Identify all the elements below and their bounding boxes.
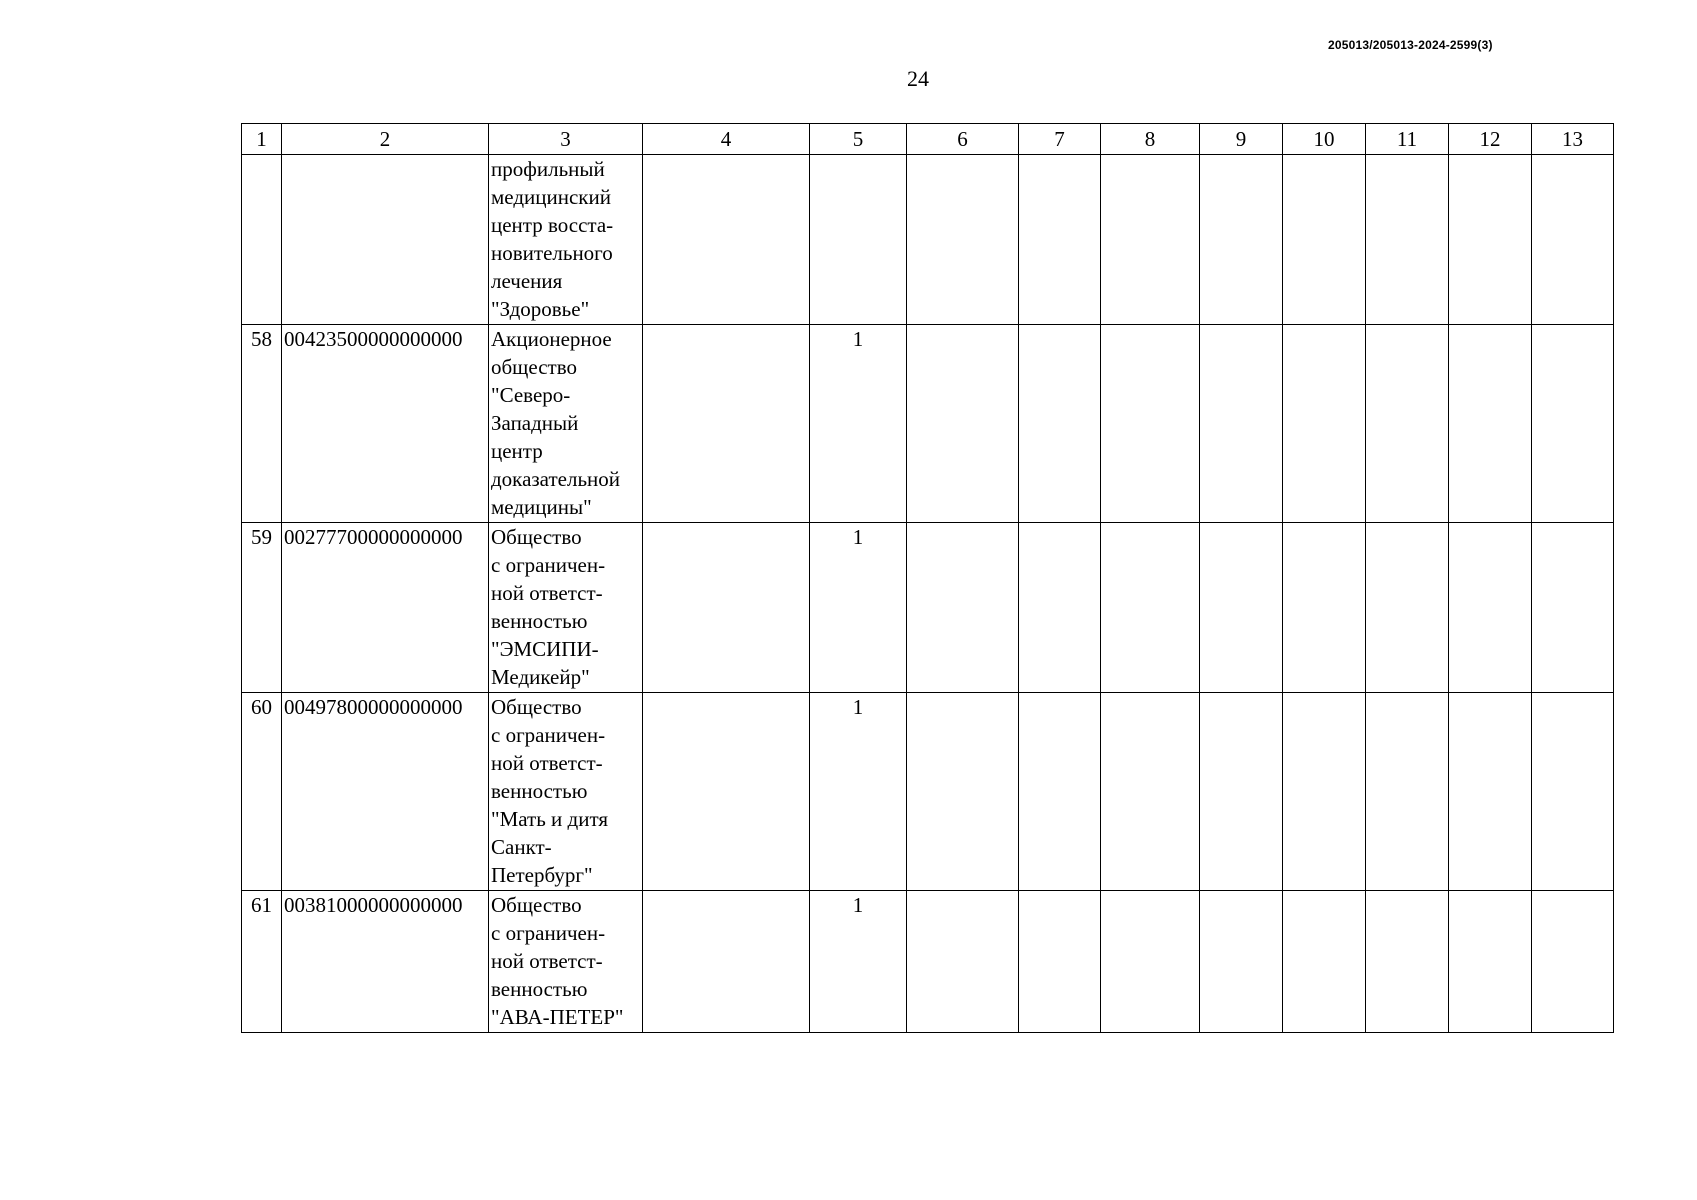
organization-name-cell: Акционерное общество "Северо- Западный центр доказательной медицины" [489, 325, 643, 523]
registry-code-cell: 00277700000000000 [282, 523, 489, 693]
table-row [242, 891, 1614, 1033]
column-header: 11 [1366, 124, 1449, 155]
column-11-cell [1366, 693, 1449, 891]
column-6-cell [907, 523, 1019, 693]
column-10-cell [1283, 891, 1366, 1033]
table-row [242, 693, 1614, 891]
column-header: 8 [1101, 124, 1200, 155]
table-body [242, 155, 1614, 1033]
column-6-cell [907, 325, 1019, 523]
column-12-cell [1449, 523, 1532, 693]
column-11-cell [1366, 325, 1449, 523]
column-9-cell [1200, 891, 1283, 1033]
column-12-cell [1449, 891, 1532, 1033]
column-4-cell [643, 891, 810, 1033]
document-reference-number: 205013/205013-2024-2599(3) [1328, 38, 1493, 52]
column-header: 9 [1200, 124, 1283, 155]
column-5-cell: 1 [810, 891, 907, 1033]
column-6-cell [907, 155, 1019, 325]
column-8-cell [1101, 155, 1200, 325]
column-9-cell [1200, 325, 1283, 523]
organization-name-cell: Общество с ограничен- ной ответст- венностью "АВА-ПЕТЕР" [489, 891, 643, 1033]
column-header: 5 [810, 124, 907, 155]
column-12-cell [1449, 325, 1532, 523]
column-header: 10 [1283, 124, 1366, 155]
column-header: 13 [1532, 124, 1614, 155]
registry-code-cell: 00381000000000000 [282, 891, 489, 1033]
registry-code-cell: 00423500000000000 [282, 325, 489, 523]
column-header: 12 [1449, 124, 1532, 155]
organization-name-cell: Общество с ограничен- ной ответст- венностью "ЭМСИПИ- Медикейр" [489, 523, 643, 693]
column-6-cell [907, 891, 1019, 1033]
column-9-cell [1200, 693, 1283, 891]
row-number-cell: 60 [242, 693, 282, 891]
column-13-cell [1532, 325, 1614, 523]
column-8-cell [1101, 693, 1200, 891]
table-row [242, 325, 1614, 523]
column-8-cell [1101, 891, 1200, 1033]
column-header: 3 [489, 124, 643, 155]
column-13-cell [1532, 891, 1614, 1033]
column-7-cell [1019, 325, 1101, 523]
column-13-cell [1532, 523, 1614, 693]
column-header: 6 [907, 124, 1019, 155]
column-12-cell [1449, 693, 1532, 891]
registry-code-cell [282, 155, 489, 325]
column-9-cell [1200, 155, 1283, 325]
column-12-cell [1449, 155, 1532, 325]
column-11-cell [1366, 523, 1449, 693]
table-row [242, 155, 1614, 325]
organization-name-cell: профильный медицинский центр восста- новительного лечения "Здоровье" [489, 155, 643, 325]
column-9-cell [1200, 523, 1283, 693]
column-7-cell [1019, 155, 1101, 325]
column-header: 4 [643, 124, 810, 155]
column-header: 1 [242, 124, 282, 155]
column-5-cell [810, 155, 907, 325]
page-number: 24 [907, 66, 929, 91]
table-row [242, 523, 1614, 693]
column-7-cell [1019, 693, 1101, 891]
column-5-cell: 1 [810, 325, 907, 523]
column-10-cell [1283, 325, 1366, 523]
column-11-cell [1366, 155, 1449, 325]
column-4-cell [643, 693, 810, 891]
column-header: 2 [282, 124, 489, 155]
column-7-cell [1019, 523, 1101, 693]
column-6-cell [907, 693, 1019, 891]
column-4-cell [643, 155, 810, 325]
row-number-cell: 59 [242, 523, 282, 693]
column-7-cell [1019, 891, 1101, 1033]
column-13-cell [1532, 693, 1614, 891]
column-header: 7 [1019, 124, 1101, 155]
column-4-cell [643, 523, 810, 693]
column-13-cell [1532, 155, 1614, 325]
row-number-cell: 61 [242, 891, 282, 1033]
registry-code-cell: 00497800000000000 [282, 693, 489, 891]
column-4-cell [643, 325, 810, 523]
organization-name-cell: Общество с ограничен- ной ответст- венностью "Мать и дитя Санкт- Петербург" [489, 693, 643, 891]
table-header-row [242, 124, 1614, 155]
column-11-cell [1366, 891, 1449, 1033]
column-10-cell [1283, 523, 1366, 693]
registry-table [241, 123, 1614, 1033]
column-5-cell: 1 [810, 523, 907, 693]
row-number-cell [242, 155, 282, 325]
column-8-cell [1101, 325, 1200, 523]
column-10-cell [1283, 693, 1366, 891]
column-8-cell [1101, 523, 1200, 693]
row-number-cell: 58 [242, 325, 282, 523]
column-10-cell [1283, 155, 1366, 325]
column-5-cell: 1 [810, 693, 907, 891]
